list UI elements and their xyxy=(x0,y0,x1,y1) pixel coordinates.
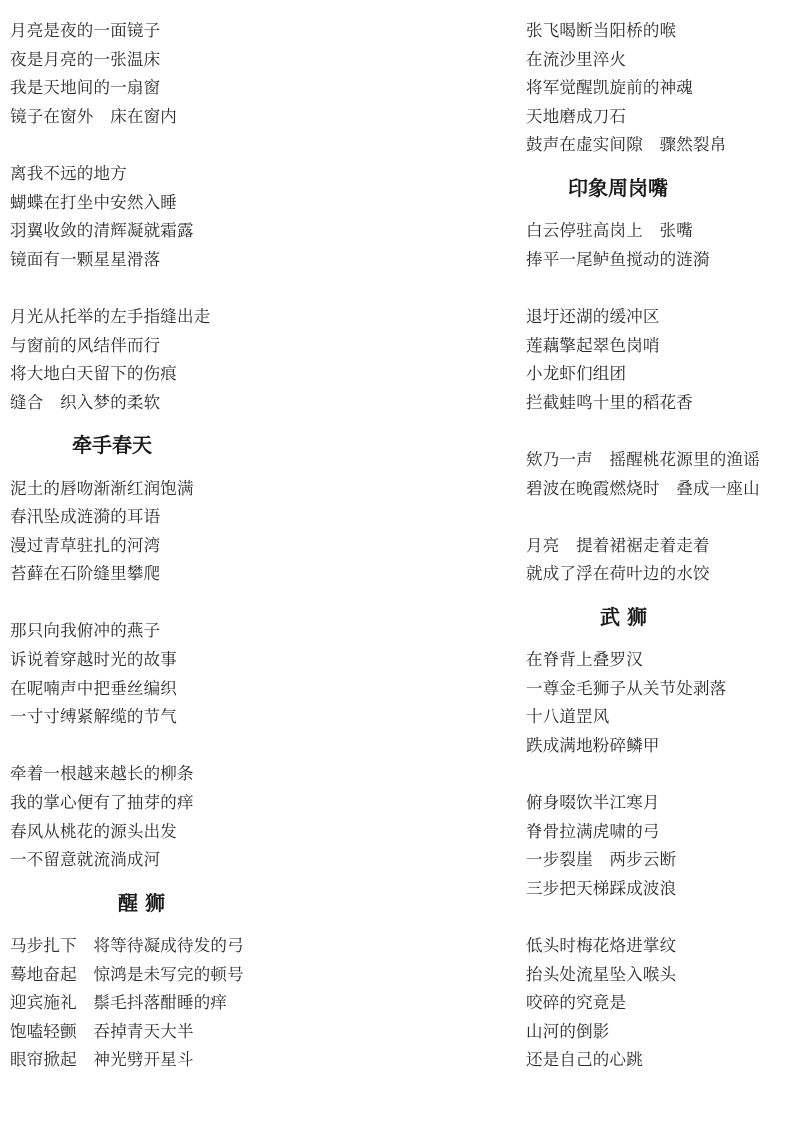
stanza xyxy=(526,932,800,1075)
poem-line: 碧波在晚霞燃烧时 叠成一座山 xyxy=(526,478,760,498)
poem-line: 在流沙里淬火 xyxy=(526,49,627,69)
poem-line: 就成了浮在荷叶边的水饺 xyxy=(526,564,710,584)
poem-line: 迎宾施礼 鬃毛抖落酣睡的痒 xyxy=(10,993,228,1013)
poem-title: 武 狮 xyxy=(600,604,647,629)
left-column xyxy=(10,17,330,1075)
stanza xyxy=(10,160,330,274)
poem-line: 月光从托举的左手指缝出走 xyxy=(10,306,211,326)
poem-line: 苔藓在石阶缝里攀爬 xyxy=(10,564,161,584)
poem-line: 张飞喝断当阳桥的喉 xyxy=(526,21,677,40)
stanza-gap xyxy=(526,760,800,789)
stanza-gap xyxy=(526,903,800,932)
poem-line: 诉说着穿越时光的故事 xyxy=(10,650,177,670)
poem-line: 蓦地奋起 惊鸿是未写完的顿号 xyxy=(10,964,244,984)
stanza xyxy=(10,475,330,589)
poem-title: 牵手春天 xyxy=(72,433,152,458)
poem-line: 羽翼收敛的清辉凝就霜露 xyxy=(10,221,194,241)
poem-xing-shi xyxy=(10,875,330,1075)
stanza xyxy=(10,932,330,1075)
poem-line: 我是天地间的一扇窗 xyxy=(10,78,161,98)
stanza xyxy=(10,303,330,417)
stanza xyxy=(526,532,800,589)
stanza xyxy=(526,646,800,760)
stanza-gap xyxy=(10,131,330,160)
stanza-gap xyxy=(10,589,330,618)
poem-line: 那只向我俯冲的燕子 xyxy=(10,621,161,641)
poem-line: 镜面有一颗星星滑落 xyxy=(10,249,161,269)
stanza-gap xyxy=(526,503,800,532)
poem-line: 俯身啜饮半江寒月 xyxy=(526,793,660,813)
stanza xyxy=(526,17,800,160)
poem-line: 三步把天梯踩成波浪 xyxy=(526,878,677,898)
stanza xyxy=(526,303,800,417)
poem-line: 在脊背上叠罗汉 xyxy=(526,650,643,670)
poem-line: 我的掌心便有了抽芽的痒 xyxy=(10,793,194,813)
poem-line: 一尊金毛狮子从关节处剥落 xyxy=(526,678,727,698)
stanza-gap xyxy=(10,732,330,761)
poem-line: 莲藕擎起翠色岗哨 xyxy=(526,335,660,355)
poem-line: 一寸寸缚紧解缆的节气 xyxy=(10,707,177,727)
poem-line: 月亮是夜的一面镜子 xyxy=(10,21,161,40)
poem-line: 捧平一尾鲈鱼搅动的涟漪 xyxy=(526,249,710,269)
poem-line: 低头时梅花烙进掌纹 xyxy=(526,936,677,955)
stanza xyxy=(526,446,800,503)
poem-line: 与窗前的风结伴而行 xyxy=(10,335,161,355)
poem-line: 小龙虾们组团 xyxy=(526,364,627,384)
stanza xyxy=(526,789,800,903)
poem-line: 天地磨成刀石 xyxy=(526,106,627,126)
poem-line: 镜子在窗外 床在窗内 xyxy=(10,106,177,126)
poem-line: 白云停驻高岗上 张嘴 xyxy=(526,221,693,241)
poem-line: 将大地白天留下的伤痕 xyxy=(10,364,177,384)
stanza-gap xyxy=(10,274,330,303)
poem-line: 将军觉醒凯旋前的神魂 xyxy=(526,78,693,98)
poem-title: 醒 狮 xyxy=(118,890,165,915)
poem-line: 咬碎的究竟是 xyxy=(526,993,627,1013)
poem-yin-xiang-zhou-gang-zui xyxy=(526,160,800,589)
poem-line: 一步裂崖 两步云断 xyxy=(526,850,677,870)
poem-line: 欸乃一声 摇醒桃花源里的渔谣 xyxy=(526,449,760,469)
poem-line: 夜是月亮的一张温床 xyxy=(10,49,161,69)
poem-continued xyxy=(526,17,800,160)
poem-line: 月亮 提着裙裾走着走着 xyxy=(526,535,710,555)
poem-line: 春汛坠成涟漪的耳语 xyxy=(10,507,161,527)
poem-untitled xyxy=(10,17,330,417)
poem-line: 缝合 织入梦的柔软 xyxy=(10,392,161,412)
poem-qian-shou-chun-tian xyxy=(10,417,330,875)
poem-line: 抬头处流星坠入喉头 xyxy=(526,964,677,984)
poem-line: 马步扎下 将等待凝成待发的弓 xyxy=(10,936,244,955)
poem-line: 漫过青草驻扎的河湾 xyxy=(10,535,161,555)
poem-line: 退圩还湖的缓冲区 xyxy=(526,306,660,326)
poem-line: 十八道罡风 xyxy=(526,707,610,727)
right-column xyxy=(526,17,800,1075)
stanza xyxy=(10,17,330,131)
stanza-gap xyxy=(526,274,800,303)
poem-line: 春风从桃花的源头出发 xyxy=(10,821,177,841)
stanza-gap xyxy=(526,417,800,446)
poem-line: 眼帘掀起 神光劈开星斗 xyxy=(10,1050,194,1070)
poem-line: 跌成满地粉碎鳞甲 xyxy=(526,735,660,755)
poem-line: 泥土的唇吻渐渐红润饱满 xyxy=(10,478,194,498)
poem-line: 山河的倒影 xyxy=(526,1021,610,1041)
poem-line: 脊骨拉满虎啸的弓 xyxy=(526,821,660,841)
poem-title: 印象周岗嘴 xyxy=(568,175,668,200)
poem-line: 鼓声在虚实间隙 骤然裂帛 xyxy=(526,135,727,155)
poem-line: 饱嗑轻颤 吞掉青天大半 xyxy=(10,1021,194,1041)
stanza xyxy=(10,760,330,874)
poem-wu-shi xyxy=(526,589,800,1075)
poem-line: 在呢喃声中把垂丝编织 xyxy=(10,678,177,698)
poem-line: 牵着一根越来越长的柳条 xyxy=(10,764,194,784)
stanza xyxy=(10,617,330,731)
poem-line: 离我不远的地方 xyxy=(10,163,127,183)
poem-line: 拦截蛙鸣十里的稻花香 xyxy=(526,392,693,412)
poem-line: 一不留意就流淌成河 xyxy=(10,850,161,870)
stanza xyxy=(526,217,800,274)
poem-line: 蝴蝶在打坐中安然入睡 xyxy=(10,192,177,212)
poem-line: 还是自己的心跳 xyxy=(526,1050,643,1070)
